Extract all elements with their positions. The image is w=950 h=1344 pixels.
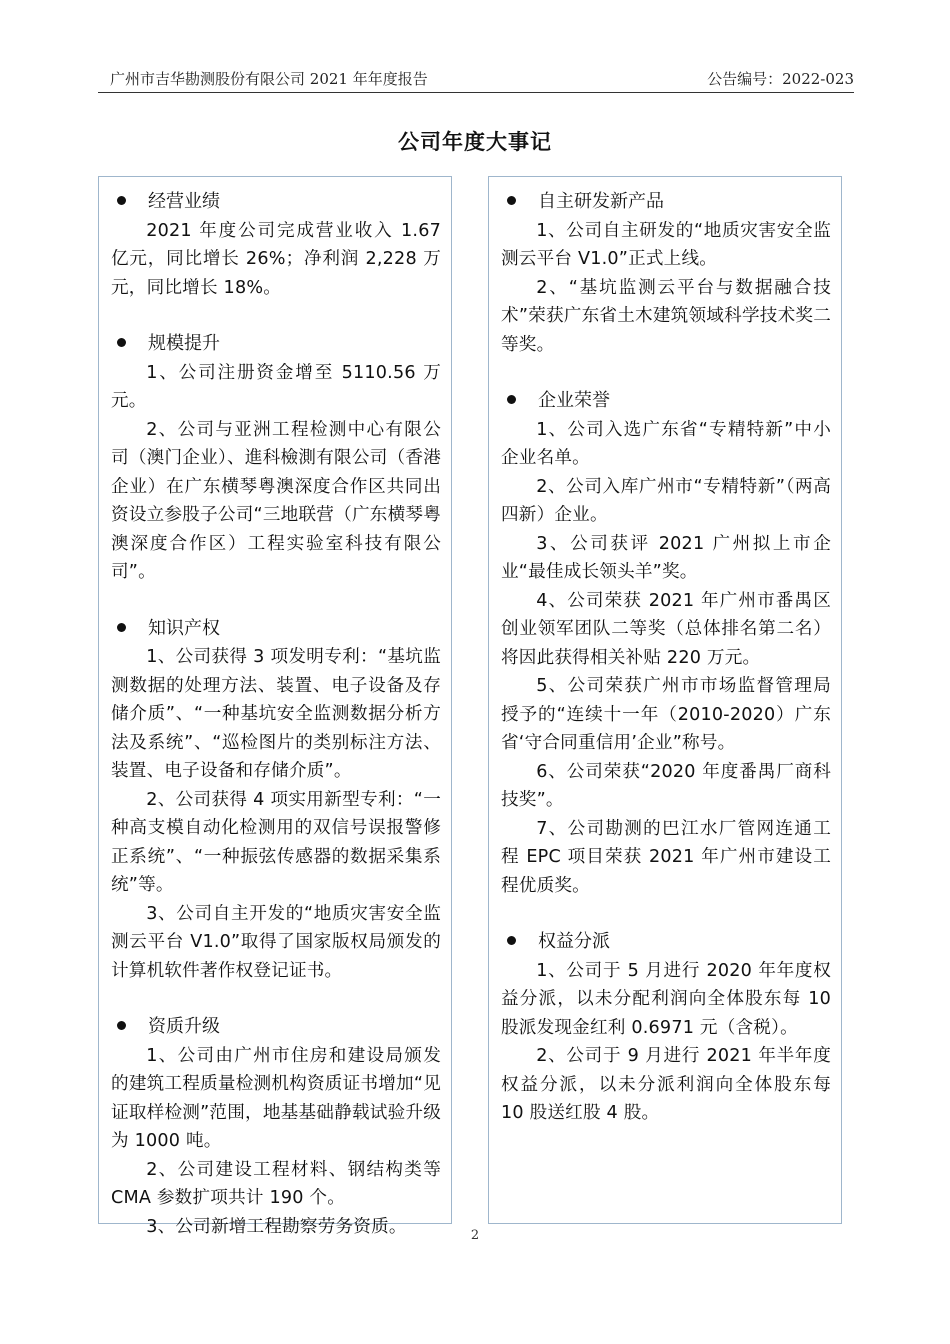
- paragraph: 2、公司于 9 月进行 2021 年半年度权益分派，以未分派利润向全体股东每 10 股送红股 4 股。: [501, 1046, 831, 1123]
- paragraph: 7、公司勘测的巴江水厂管网连通工程 EPC 项目荣获 2021 年广州市建设工程优质奖。: [501, 818, 831, 896]
- section-heading: 自主研发新产品: [538, 191, 664, 212]
- paragraph: 3、公司获评 2021 广州拟上市企业“最佳成长领头羊”奖。: [501, 533, 831, 582]
- bullet-icon: [507, 936, 516, 945]
- page-number: 2: [470, 1228, 480, 1243]
- bullet-icon: [117, 623, 126, 632]
- right-events-panel: [488, 176, 842, 1224]
- section-heading: 权益分派: [538, 931, 610, 952]
- section-scale-expansion: [111, 330, 441, 587]
- section-heading: 规模提升: [148, 333, 220, 354]
- header-report-title: 广州市吉华勘测股份有限公司 2021 年年度报告: [110, 70, 428, 88]
- paragraph: 1、公司注册资金增至 5110.56 万元。: [111, 362, 441, 411]
- section-intellectual-property: [111, 615, 441, 986]
- paragraph: 4、公司荣获 2021 年广州市番禺区创业领军团队二等奖（总体排名第二名）将因此获得相关补贴 220 万元。: [501, 590, 831, 668]
- section-heading: 知识产权: [148, 617, 220, 639]
- paragraph: 1、公司自主研发的“地质灾害安全监测云平台 V1.0”正式上线。: [501, 220, 831, 269]
- paragraph: 1、公司于 5 月进行 2020 年年度权益分派，以未分配利润向全体股东每 10 股派发现金红利 0.6971 元（含税）。: [501, 960, 831, 1038]
- bullet-icon: [507, 395, 516, 404]
- section-corporate-honors: [501, 387, 831, 900]
- section-equity-distribution: [501, 928, 831, 1128]
- paragraph: 1、公司入选广东省“专精特新”中小企业名单。: [501, 419, 831, 468]
- header-divider: [98, 92, 854, 93]
- section-qualification-upgrade: [111, 1013, 441, 1241]
- page-title: 公司年度大事记: [398, 130, 552, 154]
- paragraph: 1、公司由广州市住房和建设局颁发的建筑工程质量检测机构资质证书增加“见证取样检测”范围，地基基础静载试验升级为 1000 吨。: [111, 1045, 441, 1151]
- paragraph: 3、公司自主开发的“地质灾害安全监测云平台 V1.0”取得了国家版权局颁发的计算机软件著作权登记证书。: [111, 903, 441, 981]
- paragraph: 1、公司获得 3 项发明专利：“基坑监测数据的处理方法、装置、电子设备及存储介质”、“一种基坑安全监测数据分析方法及系统”、“巡检图片的类别标注方法、装置、电子设备和存储介质”。: [111, 647, 441, 781]
- paragraph: 6、公司荣获“2020 年度番禺厂商科技奖”。: [501, 761, 831, 810]
- section-new-products: [501, 188, 831, 359]
- paragraph: 3、公司新增工程勘察劳务资质。: [146, 1216, 407, 1237]
- bullet-icon: [507, 196, 516, 205]
- section-heading: 企业荣誉: [538, 390, 610, 411]
- bullet-icon: [117, 196, 126, 205]
- section-heading: 资质升级: [148, 1016, 220, 1037]
- left-events-panel: [98, 176, 452, 1237]
- paragraph: 2、“基坑监测云平台与数据融合技术”荣获广东省土木建筑领域科学技术奖二等奖。: [501, 277, 831, 355]
- bullet-icon: [117, 338, 126, 347]
- paragraph: 2、公司入库广州市“专精特新”（两高四新）企业。: [501, 476, 831, 525]
- paragraph: 2、公司获得 4 项实用新型专利：“一种高支模自动化检测用的双信号误报警修正系统”、“一种振弦传感器的数据采集系统”等。: [111, 789, 441, 895]
- section-operating-results: [111, 188, 441, 302]
- header-announcement-number: 公告编号：2022-023: [707, 70, 854, 88]
- paragraph: 2021 年度公司完成营业收入 1.67 亿元，同比增长 26%；净利润 2,228 万元，同比增长 18%。: [111, 220, 441, 298]
- paragraph: 2、公司与亚洲工程检测中心有限公司（澳门企业）、進科檢測有限公司（香港企业）在广东横琴粤澳深度合作区共同出资设立参股子公司“三地联营（广东横琴粤澳深度合作区）工程实验室科技有限公司”。: [111, 419, 441, 582]
- section-heading: 经营业绩: [148, 191, 220, 212]
- paragraph: 2、公司建设工程材料、钢结构类等 CMA 参数扩项共计 190 个。: [111, 1159, 441, 1208]
- bullet-icon: [117, 1021, 126, 1030]
- paragraph: 5、公司荣获广州市市场监督管理局授予的“连续十一年（2010-2020）广东省‘守合同重信用’企业”称号。: [501, 676, 831, 753]
